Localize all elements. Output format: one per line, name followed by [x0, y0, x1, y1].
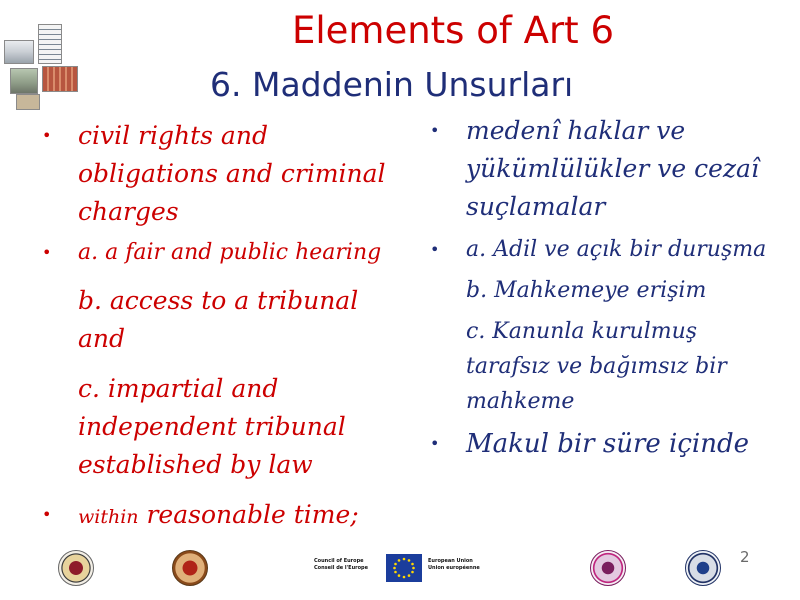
ministry-seal-icon [685, 550, 721, 586]
eu-label-en: European Union [428, 558, 473, 564]
bullet-icon: • [42, 126, 52, 145]
building-photo-3 [10, 68, 38, 94]
left-item-access-tribunal [40, 282, 400, 358]
academy-seal-icon [590, 550, 626, 586]
university-seal-icon [58, 550, 94, 586]
left-item-text: c. impartial and independent tribunal established by law [78, 374, 346, 479]
bullet-icon: • [430, 121, 440, 140]
right-item-text: Makul bir süre içinde [466, 429, 749, 459]
coe-eu-logo [312, 554, 492, 584]
building-photo-4 [42, 66, 78, 92]
left-item-reasonable-time [40, 496, 400, 536]
left-item-text: a. a fair and public hearing [78, 240, 382, 265]
left-item-civil-rights [40, 117, 400, 231]
right-item-medeni-haklar [428, 112, 778, 226]
right-item-mahkemeye-erisim [428, 273, 778, 308]
court-seal-icon [172, 550, 208, 586]
left-item-fair-hearing [40, 235, 400, 270]
eu-label [428, 558, 480, 572]
bullet-icon: • [430, 434, 440, 453]
bullet-icon: • [42, 505, 52, 524]
right-item-text: b. Mahkemeye erişim [466, 278, 707, 303]
eu-flag-icon [386, 554, 422, 582]
right-item-text: a. Adil ve açık bir duruşma [466, 237, 767, 262]
right-item-makul-sure [428, 425, 778, 463]
slide-title-english: Elements of Art 6 [292, 9, 614, 52]
bullet-icon: • [430, 240, 440, 259]
right-item-adil-durusma [428, 232, 778, 267]
building-photo-1 [4, 40, 34, 64]
left-item-text-small: within [78, 506, 139, 528]
coe-label [314, 558, 368, 572]
slide-title-turkish: 6. Maddenin Unsurları [210, 65, 574, 104]
right-item-text: medenî haklar ve yükümlülükler ve cezaî suçlamalar [466, 116, 759, 221]
slide-number: 2 [740, 548, 750, 566]
left-item-text-large: reasonable time; [138, 500, 359, 529]
eu-label-fr: Union européenne [428, 565, 480, 571]
building-photo-5 [16, 94, 40, 110]
left-item-text: civil rights and obligations and criminal charges [78, 121, 386, 226]
left-item-impartial-tribunal [40, 370, 400, 484]
bullet-icon: • [42, 243, 52, 262]
right-item-kanunla-kurulmus [428, 314, 778, 419]
coe-label-en: Council of Europe [314, 558, 364, 564]
left-item-text: b. access to a tribunal and [78, 286, 359, 353]
building-photo-2 [38, 24, 62, 64]
right-item-text: c. Kanunla kurulmuş tarafsız ve bağımsız bir mahkeme [466, 319, 727, 414]
coe-label-fr: Conseil de l'Europe [314, 565, 369, 571]
building-photo-logo [0, 22, 80, 106]
left-column-list [40, 117, 400, 536]
right-column-list [428, 112, 778, 463]
